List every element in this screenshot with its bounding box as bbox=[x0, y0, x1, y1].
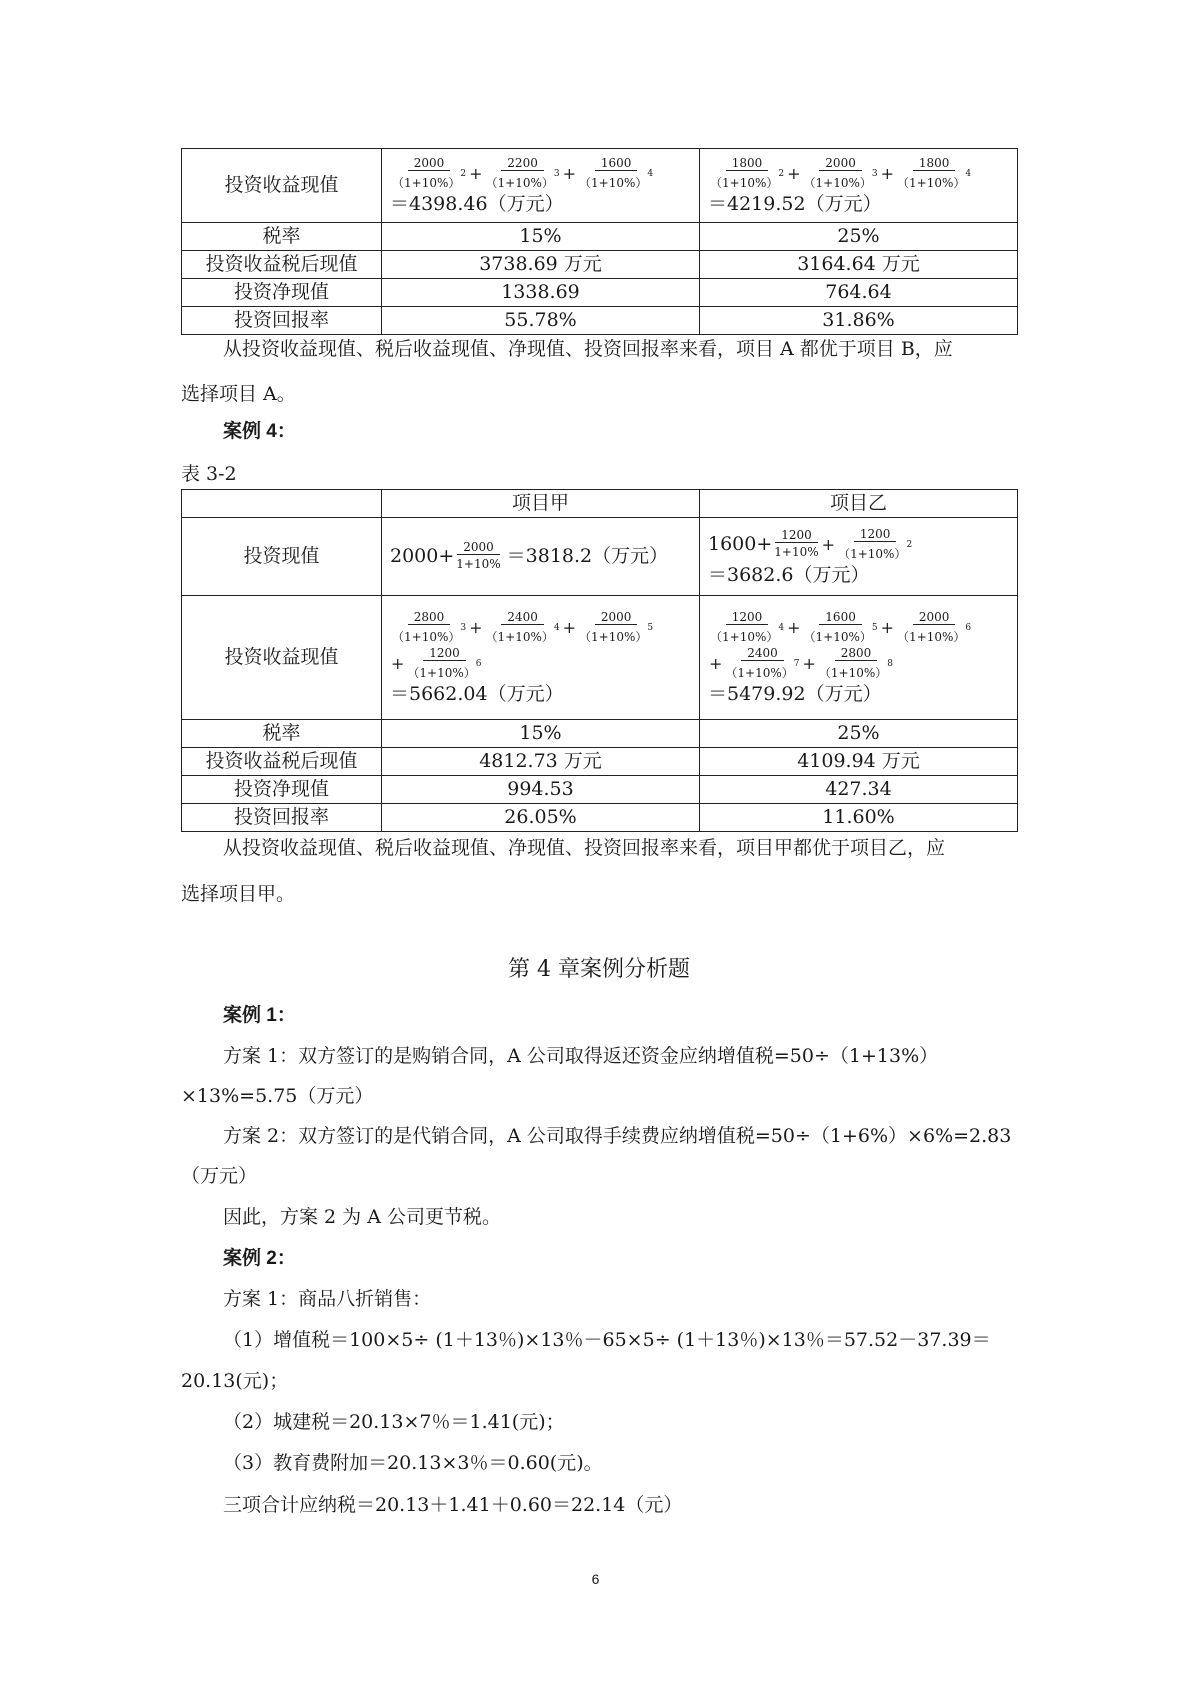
formula-cell: $\frac{1800}{(1+10\%)^2}$ + $\frac{2000}{(1+10\%)^3}$ + $\frac{1800}{(1+10\%)^4}$ ＝4219.52（万元） bbox=[700, 149, 1018, 223]
conclusion-text: 从投资收益现值、税后收益现值、净现值、投资回报率来看，项目 A 都优于项目 B，应 bbox=[223, 338, 953, 360]
formula-result: ＝5479.92（万元） bbox=[708, 682, 882, 705]
fraction: $\frac{2000}{1+10\%}$ bbox=[456, 540, 501, 571]
table-row bbox=[182, 596, 1018, 720]
body-text: （1）增值税＝100×5÷ (1＋13％)×13％－65×5÷ (1＋13％)×13％＝57.52－37.39＝ bbox=[223, 1329, 991, 1351]
row-label: 投资收益现值 bbox=[182, 596, 382, 720]
fraction: $\frac{1200}{1+10\%}$ bbox=[774, 528, 819, 559]
conclusion-text: 选择项目 A。 bbox=[181, 383, 296, 405]
conclusion-text: 选择项目甲。 bbox=[181, 883, 296, 905]
fraction: $\frac{1800}{(1+10\%)^2}$ bbox=[710, 155, 785, 190]
chapter-title: 第 4 章案例分析题 bbox=[508, 957, 690, 982]
body-text: （3）教育费附加＝20.13×3％＝0.60(元)。 bbox=[223, 1452, 603, 1474]
body-text: 方案 1：双方签订的是购销合同，A 公司取得返还资金应纳增值税=50÷（1+13%） bbox=[223, 1045, 939, 1067]
fraction: $\frac{2400}{(1+10\%)^7}$ bbox=[725, 645, 800, 680]
table-cell: 15% bbox=[382, 223, 700, 251]
formula-result: ＝4398.46（万元） bbox=[390, 192, 564, 215]
table-row bbox=[182, 518, 1018, 596]
row-label: 投资净现值 bbox=[182, 279, 382, 307]
column-header bbox=[182, 490, 382, 518]
table-cell: 55.78% bbox=[382, 307, 700, 335]
fraction: $\frac{1600}{(1+10\%)^5}$ bbox=[803, 609, 878, 644]
table-row bbox=[182, 149, 1018, 223]
body-text: 方案 2：双方签订的是代销合同，A 公司取得手续费应纳增值税=50÷（1+6%）×6%=2.83 bbox=[223, 1125, 1012, 1147]
body-text: （2）城建税＝20.13×7％＝1.41(元)； bbox=[223, 1411, 565, 1433]
body-text: ×13%=5.75（万元） bbox=[181, 1085, 374, 1107]
table-cell: 4109.94 万元 bbox=[700, 748, 1018, 776]
fraction: $\frac{1200}{(1+10\%)^2}$ bbox=[838, 526, 913, 561]
row-label: 投资净现值 bbox=[182, 776, 382, 804]
table-row bbox=[182, 251, 1018, 279]
fraction: $\frac{1800}{(1+10\%)^4}$ bbox=[897, 155, 972, 190]
formula-cell: $\frac{2800}{(1+10\%)^3}$ + $\frac{2400}{(1+10\%)^4}$ + $\frac{2000}{(1+10\%)^5}$ + $\frac{1200}{(1+10\%)^6}$ ＝5662.04（万元） bbox=[382, 596, 700, 720]
row-label: 投资收益税后现值 bbox=[182, 748, 382, 776]
fraction: $\frac{2000}{(1+10\%)^3}$ bbox=[803, 155, 878, 190]
table-row bbox=[182, 223, 1018, 251]
table-cell: 25% bbox=[700, 223, 1018, 251]
table-project-jia-yi bbox=[181, 489, 1018, 832]
table-cell: 764.64 bbox=[700, 279, 1018, 307]
table-cell: 994.53 bbox=[382, 776, 700, 804]
table-header-row bbox=[182, 490, 1018, 518]
table-cell: 427.34 bbox=[700, 776, 1018, 804]
case-heading: 案例 4： bbox=[223, 421, 296, 442]
fraction: $\frac{2200}{(1+10\%)^3}$ bbox=[485, 155, 560, 190]
table-cell: 3164.64 万元 bbox=[700, 251, 1018, 279]
formula-result: ＝3682.6（万元） bbox=[708, 563, 870, 586]
case-heading: 案例 1： bbox=[223, 1005, 296, 1026]
conclusion-text: 从投资收益现值、税后收益现值、净现值、投资回报率来看，项目甲都优于项目乙，应 bbox=[223, 837, 946, 859]
table-cell: 4812.73 万元 bbox=[382, 748, 700, 776]
formula-result: ＝5662.04（万元） bbox=[390, 682, 564, 705]
body-text: 方案 1：商品八折销售： bbox=[223, 1288, 432, 1310]
fraction: $\frac{2400}{(1+10\%)^4}$ bbox=[485, 609, 560, 644]
body-text: （万元） bbox=[181, 1165, 258, 1187]
fraction: $\frac{2000}{(1+10\%)^5}$ bbox=[579, 609, 654, 644]
row-label: 投资收益税后现值 bbox=[182, 251, 382, 279]
table-row bbox=[182, 748, 1018, 776]
page-number: 6 bbox=[591, 1571, 600, 1587]
case-heading: 案例 2： bbox=[223, 1248, 296, 1269]
table-row bbox=[182, 720, 1018, 748]
body-text: 因此，方案 2 为 A 公司更节税。 bbox=[223, 1206, 501, 1228]
table-row bbox=[182, 804, 1018, 832]
table-row bbox=[182, 307, 1018, 335]
row-label: 投资回报率 bbox=[182, 804, 382, 832]
body-text: 三项合计应纳税＝20.13＋1.41＋0.60＝22.14（元） bbox=[223, 1494, 683, 1516]
body-text: 20.13(元)； bbox=[181, 1370, 289, 1392]
column-header: 项目乙 bbox=[700, 490, 1018, 518]
column-header: 项目甲 bbox=[382, 490, 700, 518]
row-label: 税率 bbox=[182, 720, 382, 748]
table-cell: 3738.69 万元 bbox=[382, 251, 700, 279]
formula-cell: $\frac{1200}{(1+10\%)^4}$ + $\frac{1600}{(1+10\%)^5}$ + $\frac{2000}{(1+10\%)^6}$ + $\frac{2400}{(1+10\%)^7}$ + $\frac{2800}{(1+10\%)^8}$ ＝5479.92（万元） bbox=[700, 596, 1018, 720]
formula-cell: $\frac{2000}{(1+10\%)^2}$ + $\frac{2200}{(1+10\%)^3}$ + $\frac{1600}{(1+10\%)^4}$ ＝4398.46（万元） bbox=[382, 149, 700, 223]
fraction: $\frac{1200}{(1+10\%)^4}$ bbox=[710, 609, 785, 644]
row-label: 投资现值 bbox=[182, 518, 382, 596]
fraction: $\frac{2800}{(1+10\%)^8}$ bbox=[818, 645, 894, 680]
row-label: 投资收益现值 bbox=[182, 149, 382, 223]
table-row bbox=[182, 776, 1018, 804]
table-cell: 1338.69 bbox=[382, 279, 700, 307]
table-row bbox=[182, 279, 1018, 307]
table-project-ab bbox=[181, 148, 1018, 335]
table-cell: 26.05% bbox=[382, 804, 700, 832]
formula-cell: 2000+ $\frac{2000}{1+10\%}$ ＝3818.2（万元） bbox=[382, 518, 700, 596]
fraction: $\frac{1600}{(1+10\%)^4}$ bbox=[579, 155, 654, 190]
row-label: 税率 bbox=[182, 223, 382, 251]
fraction: $\frac{2000}{(1+10\%)^6}$ bbox=[897, 609, 972, 644]
table-cell: 25% bbox=[700, 720, 1018, 748]
fraction: $\frac{2000}{(1+10\%)^2}$ bbox=[392, 155, 467, 190]
formula-result: ＝4219.52（万元） bbox=[708, 192, 882, 215]
table-cell: 31.86% bbox=[700, 307, 1018, 335]
table-cell: 11.60% bbox=[700, 804, 1018, 832]
formula-cell: 1600+ $\frac{1200}{1+10\%}$ + $\frac{1200}{(1+10\%)^2}$ ＝3682.6（万元） bbox=[700, 518, 1018, 596]
table-cell: 15% bbox=[382, 720, 700, 748]
fraction: $\frac{1200}{(1+10\%)^6}$ bbox=[407, 645, 482, 680]
row-label: 投资回报率 bbox=[182, 307, 382, 335]
fraction: $\frac{2800}{(1+10\%)^3}$ bbox=[392, 609, 467, 644]
table-caption: 表 3-2 bbox=[181, 463, 237, 485]
